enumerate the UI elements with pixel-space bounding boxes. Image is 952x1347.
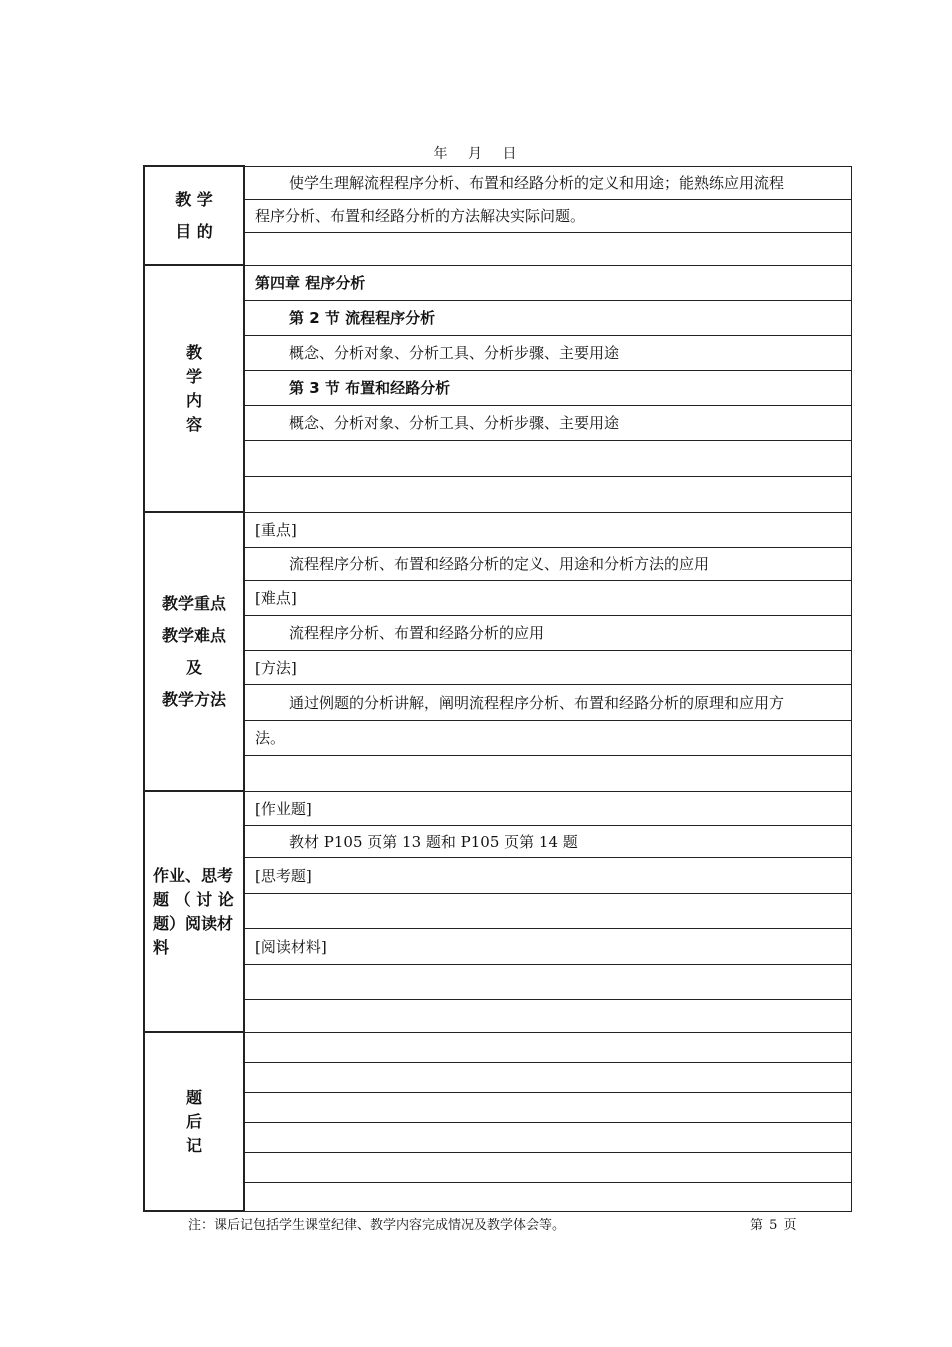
postscript-row — [244, 1092, 851, 1122]
section-2-desc: 概念、分析对象、分析工具、分析步骤、主要用途 — [244, 335, 851, 370]
thinking-blank-row — [244, 893, 851, 928]
teaching-plan-table — [143, 165, 852, 1212]
content-blank-row-2 — [244, 476, 851, 512]
difficulty-tag: [难点] — [244, 580, 851, 615]
reading-tag: [阅读材料] — [244, 928, 851, 964]
method-text-1: 通过例题的分析讲解，阐明流程程序分析、布置和经路分析的原理和应用方 — [244, 684, 851, 720]
focus-tag: [重点] — [244, 512, 851, 547]
purpose-row-1 — [144, 166, 851, 199]
purpose-blank-row — [244, 232, 851, 265]
content-blank-row-1 — [244, 440, 851, 476]
postscript-row — [244, 1182, 851, 1211]
homework-text: 教材 P105 页第 13 题和 P105 页第 14 题 — [244, 825, 851, 857]
homework-label: 作业、思考 题 （ 讨 论 题）阅读材 料 — [144, 791, 244, 1032]
purpose-text-1: 使学生理解流程程序分析、布置和经路分析的定义和用途；能熟练应用流程 — [244, 166, 851, 199]
postscript-row — [244, 1032, 851, 1062]
postscript-row — [244, 1122, 851, 1152]
year-label: 年 — [433, 146, 450, 162]
homework-tag: [作业题] — [244, 791, 851, 825]
section-3-desc: 概念、分析对象、分析工具、分析步骤、主要用途 — [244, 405, 851, 440]
month-label: 月 — [468, 146, 484, 162]
date-line — [0, 143, 952, 163]
reading-blank-row-1 — [244, 964, 851, 999]
purpose-text-2: 程序分析、布置和经路分析的方法解决实际问题。 — [244, 199, 851, 232]
focus-text: 流程程序分析、布置和经路分析的定义、用途和分析方法的应用 — [244, 547, 851, 580]
keypoints-blank-row — [244, 755, 851, 791]
method-tag: [方法] — [244, 650, 851, 684]
content-label: 教 学 内 容 — [144, 265, 244, 512]
postscript-label: 题 后 记 — [144, 1032, 244, 1211]
keypoints-label: 教学重点 教学难点 及 教学方法 — [144, 512, 244, 791]
day-label: 日 — [502, 146, 519, 162]
postscript-row — [244, 1062, 851, 1092]
difficulty-text: 流程程序分析、布置和经路分析的应用 — [244, 615, 851, 650]
purpose-label: 教 学 目 的 — [144, 166, 244, 265]
chapter-title: 第四章 程序分析 — [244, 265, 851, 300]
page-number: 第 5 页 — [750, 1218, 798, 1233]
reading-blank-row-2 — [244, 999, 851, 1032]
section-2-title: 第 2 节 流程程序分析 — [244, 300, 851, 335]
method-text-2: 法。 — [244, 720, 851, 755]
postscript-row — [244, 1152, 851, 1182]
thinking-tag: [思考题] — [244, 857, 851, 893]
section-3-title: 第 3 节 布置和经路分析 — [244, 370, 851, 405]
footer-note: 注：课后记包括学生课堂纪律、教学内容完成情况及教学体会等。 — [188, 1218, 566, 1233]
